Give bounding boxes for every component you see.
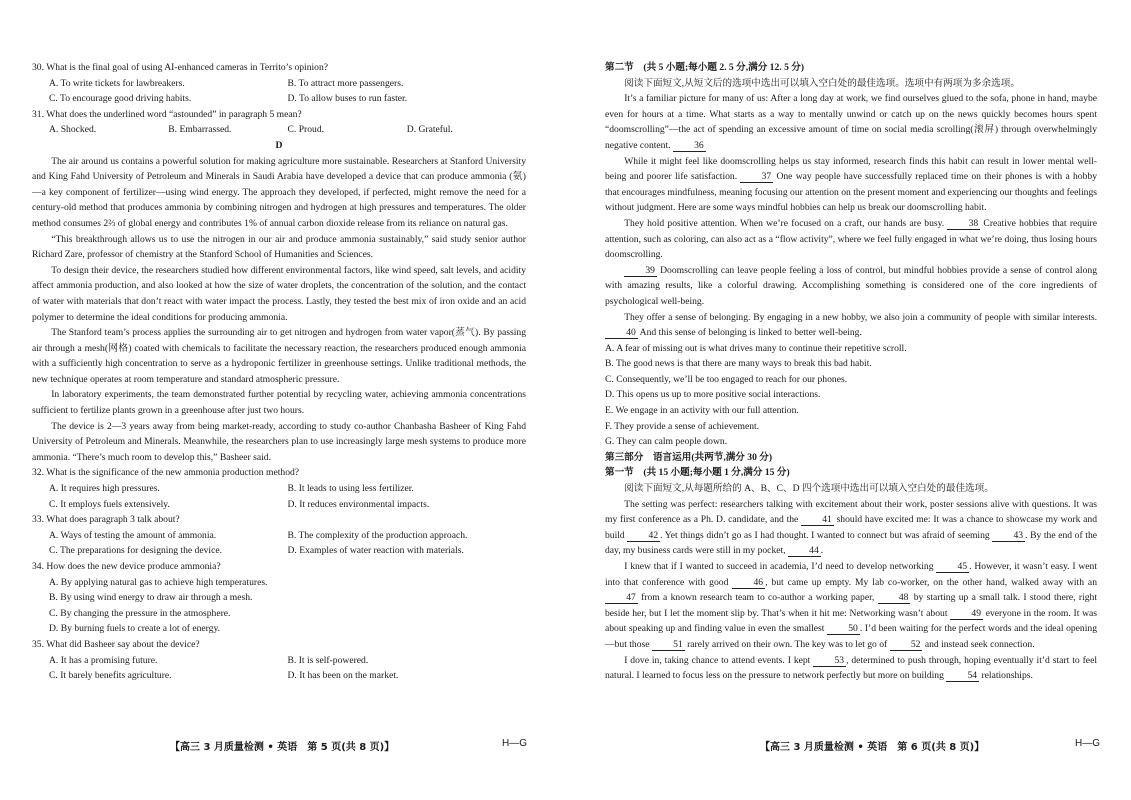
option: C. To encourage good driving habits.	[49, 93, 192, 105]
text: I knew that if I wanted to succeed in academia, I’d need to develop networking	[624, 561, 937, 572]
passage-paragraph	[605, 310, 1097, 341]
options-row	[32, 122, 526, 138]
question-stem: 30. What is the final goal of using AI-enhanced cameras in Territo’s opinion?	[32, 62, 329, 73]
answer-blank[interactable]: 36	[673, 140, 706, 152]
answer-blank[interactable]: 43	[992, 530, 1025, 542]
text: While it might feel like doomscrolling helps us stay informed, research finds this habit can result in lower mental well-being and poorer life satisfaction.	[605, 155, 1097, 183]
options-row	[32, 497, 526, 513]
right-column	[605, 60, 1097, 684]
text: One way people have successfully replaced time on their phones is with a hobby that encourages mindfulness, meaning focusing our attention on the present moment and experiencing our thoughts and feelings without judgment. Here are some ways mindful hobbies can help us break our doomscrolling habit.	[605, 171, 1097, 214]
option: D. Grateful.	[406, 124, 453, 136]
text: . I’d been waiting for the perfect words and the ideal opening—but those	[605, 623, 1097, 650]
text: , determined to push through, hoping eventually it’d start to feel natural. I learned to focus less on the pressure to network perfectly but more on building	[605, 654, 1097, 682]
option: D. It has been on the market.	[287, 670, 399, 682]
option: A. By applying natural gas to achieve high temperatures.	[49, 576, 268, 588]
section-title: 第一节 (共 15 小题;每小题 1 分,满分 15 分)	[605, 467, 790, 479]
text: by starting up a small talk. I stood there, right beside her, but I let the moment slip by. That’s when it hit me: Networking wasn’t about	[605, 592, 1098, 619]
choice-option: C. Consequently, we’ll be too engaged to reach for our phones.	[605, 373, 848, 385]
option: C. The preparations for designing the device.	[49, 545, 222, 557]
option: B. Embarrassed.	[168, 124, 232, 136]
part-title: 第三部分 语言运用(共两节,满分 30 分)	[605, 451, 773, 463]
option: A. To write tickets for lawbreakers.	[49, 77, 185, 89]
text: . However, it wasn’t easy. I went into that conference with good	[605, 561, 1097, 588]
options-row	[32, 543, 526, 559]
page-code-left: H—G	[502, 738, 527, 749]
page-footer-left: 【高三 3 月质量检测 • 英语 第 5 页(共 8 页)】	[170, 742, 395, 753]
passage-paragraph: To design their device, the researchers studied how different environmental factors, like wind speed, salt levels, and acidity affect ammonia production, and also looked at how the size of water droplets, the concentration of the solution, and the contact of water with materials that don’t react with water impact the process. Lastly, they tested the best mix of iron oxide and an acid polymer to determine the ideal conditions for producing ammonia.	[32, 264, 526, 323]
question-stem: 31. What does the underlined word “astounded” in paragraph 5 mean?	[32, 108, 302, 120]
passage-paragraph	[605, 154, 1097, 216]
options-row	[32, 91, 526, 107]
option: C. Proud.	[287, 124, 325, 136]
answer-blank[interactable]: 50	[827, 623, 860, 635]
question-stem: 33. What does paragraph 3 talk about?	[32, 514, 180, 526]
question-stem: 35. What did Basheer say about the device?	[32, 638, 200, 650]
section-heading: D	[275, 139, 283, 151]
option: C. It barely benefits agriculture.	[49, 670, 172, 682]
text: They offer a sense of belonging. By engaging in a new hobby, we also join a community of people with similar interests.	[624, 311, 1097, 323]
passage-paragraph: The air around us contains a powerful solution for making agriculture more sustainable. Researchers at Stanford University and King Fahd University of Petroleum and Minerals in Saudi Arabia have developed a device that can produce ammonia (氨)—a key component of fertilizer—using wind energy. The approach they developed, if perfected, might remove the need for a century-old method that produces ammonia by combining nitrogen and hydrogen at high pressures and temperatures. The older method consumes 2⅔ of global energy and contributes 1% of annual carbon dioxide release from its reliance on natural gas.	[32, 155, 526, 229]
section-title: 第二节 (共 5 小题;每小题 2. 5 分,满分 12. 5 分)	[605, 62, 805, 73]
option: D. Examples of water reaction with materials.	[287, 545, 464, 557]
option: C. It employs fuels extensively.	[49, 498, 170, 510]
question-stem: 32. What is the significance of the new ammonia production method?	[32, 467, 300, 479]
option: A. It has a promising future.	[49, 654, 158, 666]
option: A. Ways of testing the amount of ammonia.	[49, 529, 217, 541]
text: I dove in, taking chance to attend events. I kept	[624, 654, 814, 666]
passage-paragraph: “This breakthrough allows us to use the nitrogen in our air and produce ammonia sustainably,” said study senior author Richard Zare, professor of chemistry at the Stanford School of Humanities and Sciences.	[32, 233, 526, 261]
option: B. It is self-powered.	[287, 654, 369, 666]
text: Doomscrolling can leave people feeling a loss of control, but mindful hobbies provide a sense of control along with amazing results, like a colorful drawing. Accomplishing something is considered one of the core ingredients of psychological well-being.	[605, 264, 1097, 307]
choice-option: A. A fear of missing out is what drives many to continue their repetitive scroll.	[605, 342, 907, 354]
text: Creative hobbies that require attention, such as coloring, can also act as a “flow activity”, where we feel fully engaged in what we’re doing, thus losing hours doomscrolling.	[605, 217, 1097, 261]
answer-blank[interactable]: 47	[605, 592, 638, 604]
option: D. By burning fuels to create a lot of energy.	[49, 623, 221, 635]
answer-blank[interactable]: 52	[890, 639, 923, 651]
passage-paragraph	[605, 263, 1097, 310]
passage-paragraph: The device is 2—3 years away from being market-ready, according to study co-author Chanbasha Basheer of King Fahd University of Petroleum and Minerals. Meanwhile, the researchers plan to use increasingly large mesh systems to produce more ammonia. “There’s much room to develop this,” Basheer said.	[32, 420, 526, 463]
answer-blank[interactable]: 48	[878, 592, 911, 604]
options-row	[32, 481, 526, 497]
choice-option: F. They provide a sense of achievement.	[605, 420, 760, 432]
choice-option: G. They can calm people down.	[605, 436, 728, 448]
text: .	[820, 545, 824, 557]
answer-blank[interactable]: 42	[627, 530, 660, 542]
answer-blank[interactable]: 46	[732, 577, 765, 589]
option: B. To attract more passengers.	[287, 77, 404, 89]
answer-blank[interactable]: 45	[936, 561, 969, 573]
answer-blank[interactable]: 40	[605, 327, 638, 339]
answer-blank[interactable]: 49	[950, 608, 983, 620]
answer-blank[interactable]: 51	[652, 639, 685, 651]
passage-paragraph	[605, 91, 1097, 153]
text: from a known research team to co-author a working paper,	[637, 592, 878, 604]
option: C. By changing the pressure in the atmosphere.	[49, 607, 231, 619]
text: It’s a familiar picture for many of us: After a long day at work, we find ourselves glued to the sofa, phone in hand, maybe even for hours at a time. What starts as a way to mentally unwind or catch up on the news quickly becomes hours spent “doomscrolling”—the act of spending an excessive amount of time on social media scrolling(滚屏) through overwhelmingly negative content.	[605, 93, 1097, 151]
question-stem: 34. How does the new device produce ammonia?	[32, 561, 221, 572]
passage-paragraph: The Stanford team’s process applies the surrounding air to get nitrogen and hydrogen from water vapor(蒸气). By passing air through a mesh(网格) coated with chemicals to facilitate the necessary reaction, the researchers produced enough ammonia with a sufficiently high concentration to serve as a hydroponic fertilizer in greenhouse settings. Unlike traditional methods, the new technique operates at room temperature and standard atmospheric pressure.	[32, 327, 526, 385]
cloze-paragraph	[605, 559, 1097, 653]
passage-paragraph	[605, 216, 1097, 263]
option: D. It reduces environmental impacts.	[287, 498, 430, 510]
cloze-paragraph	[605, 653, 1097, 684]
option: B. The complexity of the production approach.	[287, 529, 468, 541]
page-footer-right: 【高三 3 月质量检测 • 英语 第 6 页(共 8 页)】	[760, 742, 985, 753]
option: B. By using wind energy to draw air through a mesh.	[49, 592, 253, 604]
option: A. Shocked.	[49, 124, 97, 136]
answer-blank[interactable]: 44	[788, 545, 821, 557]
choice-option: E. We engage in an activity with our full attention.	[605, 405, 799, 417]
page-code-right: H—G	[1075, 738, 1100, 749]
answer-blank[interactable]: 39	[624, 265, 657, 277]
text: rarely arrived on their own. The key was to let go of	[684, 638, 890, 650]
options-row	[32, 668, 526, 684]
options-row	[32, 528, 526, 544]
answer-blank[interactable]: 37	[740, 171, 773, 183]
text: And this sense of belonging is linked to better well-being.	[637, 327, 862, 339]
text: . By the end of the day, my business cards were still in my pocket,	[605, 529, 1098, 557]
option: A. It requires high pressures.	[49, 483, 160, 495]
text: everyone in the room. It was about speaking up and finding value in even the smallest	[605, 607, 1097, 635]
answer-blank[interactable]: 53	[813, 655, 846, 667]
option: D. To allow buses to run faster.	[287, 93, 408, 105]
option: B. It leads to using less fertilizer.	[287, 483, 414, 495]
answer-blank[interactable]: 54	[946, 670, 979, 682]
instructions: 阅读下面短文,从每题所给的 A、B、C、D 四个选项中选出可以填入空白处的最佳选项。	[624, 483, 994, 495]
choice-option: B. The good news is that there are many ways to break this bad habit.	[605, 358, 872, 370]
passage-paragraph: In laboratory experiments, the team demonstrated further potential by recycling water, achieving ammonia concentrations sufficient to fertilize plants grown in a greenhouse after just two hours.	[32, 389, 526, 417]
text: should have excited me: It was a chance to showcase my work and build	[605, 514, 1097, 541]
options-row	[32, 653, 526, 669]
cloze-paragraph	[605, 497, 1097, 559]
text: relationships.	[979, 670, 1033, 682]
options-row	[32, 76, 526, 92]
text: The setting was perfect: researchers talking with excitement about their work, poster sessions alive with questions. It was my first conference as a Ph. D. candidate, and the	[605, 498, 1097, 526]
answer-blank[interactable]: 41	[801, 514, 834, 526]
answer-blank[interactable]: 38	[947, 218, 980, 230]
left-column	[32, 60, 526, 684]
text: and instead seek connection.	[922, 638, 1035, 650]
choice-option: D. This opens us up to more positive social interactions.	[605, 389, 821, 401]
instructions: 阅读下面短文,从短文后的选项中选出可以填入空白处的最佳选项。选项中有两项为多余选项。	[624, 77, 1020, 89]
text: They hold positive attention. When we’re focused on a craft, our hands are busy.	[624, 217, 948, 229]
text: . Yet things didn’t go as I had thought. I wanted to connect but was afraid of seeming	[660, 529, 993, 541]
text: , but came up empty. My lab co-worker, on the other hand, walked away with an	[765, 576, 1097, 588]
